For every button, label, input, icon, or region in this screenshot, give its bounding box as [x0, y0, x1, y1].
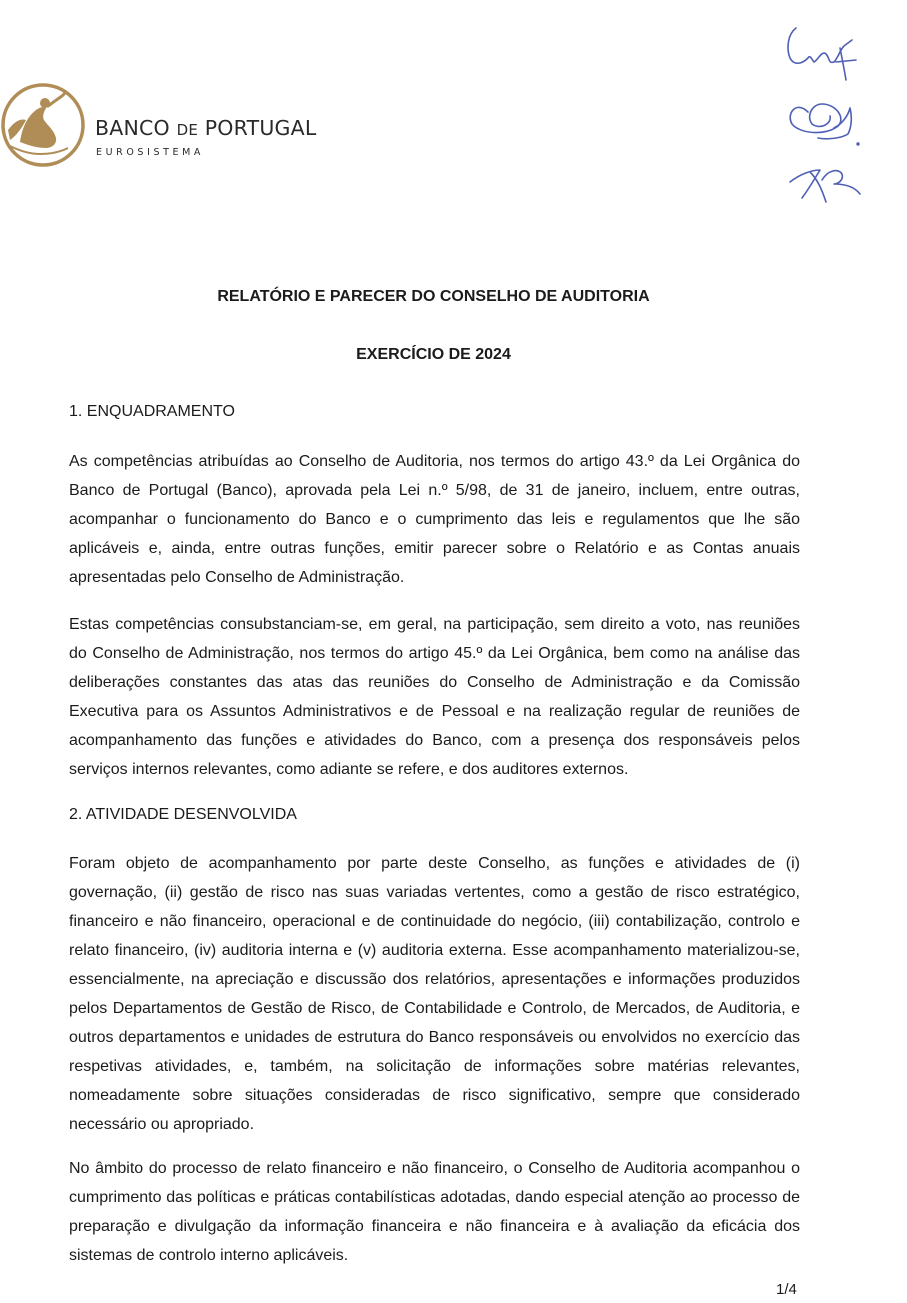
brand-subtitle: EUROSISTEMA: [96, 147, 204, 158]
brand-name: [95, 116, 316, 140]
paragraph: Foram objeto de acompanhamento por parte deste Conselho, as funções e atividades de (i) governação, (ii) gestão de risco nas suas variadas vertentes, como a gestão de risco estratégico, financeiro e não financeiro, operacional e de continuidade do negócio, (iii) contabilização, controlo e relato financeiro, (iv) auditoria interna e (v) auditoria externa. Esse acompanhamento materializou-se, essencialmente, na apreciação e discussão dos relatórios, apresentações e informações produzidos pelos Departamentos de Gestão de Risco, de Contabilidade e Controlo, de Mercados, de Auditoria, e outros departamentos e unidades de estrutura do Banco responsáveis ou envolvidos no exercício das respetivas atividades, e, também, na solicitação de informações sobre matérias relevantes, nomeadamente sobre situações consideradas de risco significativo, sempre que considerado necessário ou apropriado.: [69, 855, 800, 1133]
banco-de-portugal-logo: [0, 82, 86, 168]
page-number: 1/4: [776, 1281, 797, 1298]
brand-name-de: DE: [176, 121, 199, 139]
brand-name-banco: BANCO: [95, 116, 170, 140]
paragraph: As competências atribuídas ao Conselho de Auditoria, nos termos do artigo 43.º da Lei Orgânica do Banco de Portugal (Banco), aprovada pela Lei n.º 5/98, de 31 de janeiro, incluem, entre outras, acompanhar o funcionamento do Banco e o cumprimento das leis e regulamentos que lhe são aplicáveis e, ainda, entre outras funções, emitir parecer sobre o Relatório e as Contas anuais apresentadas pelo Conselho de Administração.: [69, 453, 800, 586]
handwritten-initials: [778, 20, 888, 215]
section-heading-atividade-desenvolvida: 2. ATIVIDADE DESENVOLVIDA: [69, 806, 297, 823]
document-subtitle: EXERCÍCIO DE 2024: [356, 346, 511, 363]
document-title: RELATÓRIO E PARECER DO CONSELHO DE AUDITORIA: [217, 288, 650, 305]
brand-name-portugal: PORTUGAL: [204, 116, 317, 140]
section-heading-enquadramento: 1. ENQUADRAMENTO: [69, 403, 235, 420]
paragraph: No âmbito do processo de relato financeiro e não financeiro, o Conselho de Auditoria acompanhou o cumprimento das políticas e práticas contabilísticas adotadas, dando especial atenção ao processo de preparação e divulgação da informação financeira e não financeira e à avaliação da eficácia dos sistemas de controlo interno aplicáveis.: [69, 1160, 800, 1264]
paragraph: Estas competências consubstanciam-se, em geral, na participação, sem direito a voto, nas reuniões do Conselho de Administração, nos termos do artigo 45.º da Lei Orgânica, bem como na análise das deliberações constantes das atas das reuniões do Conselho de Administração e da Comissão Executiva para os Assuntos Administrativos e de Pessoal e na realização regular de reuniões de acompanhamento das funções e atividades do Banco, com a presença dos responsáveis pelos serviços internos relevantes, como adiante se refere, e dos auditores externos.: [69, 616, 800, 778]
